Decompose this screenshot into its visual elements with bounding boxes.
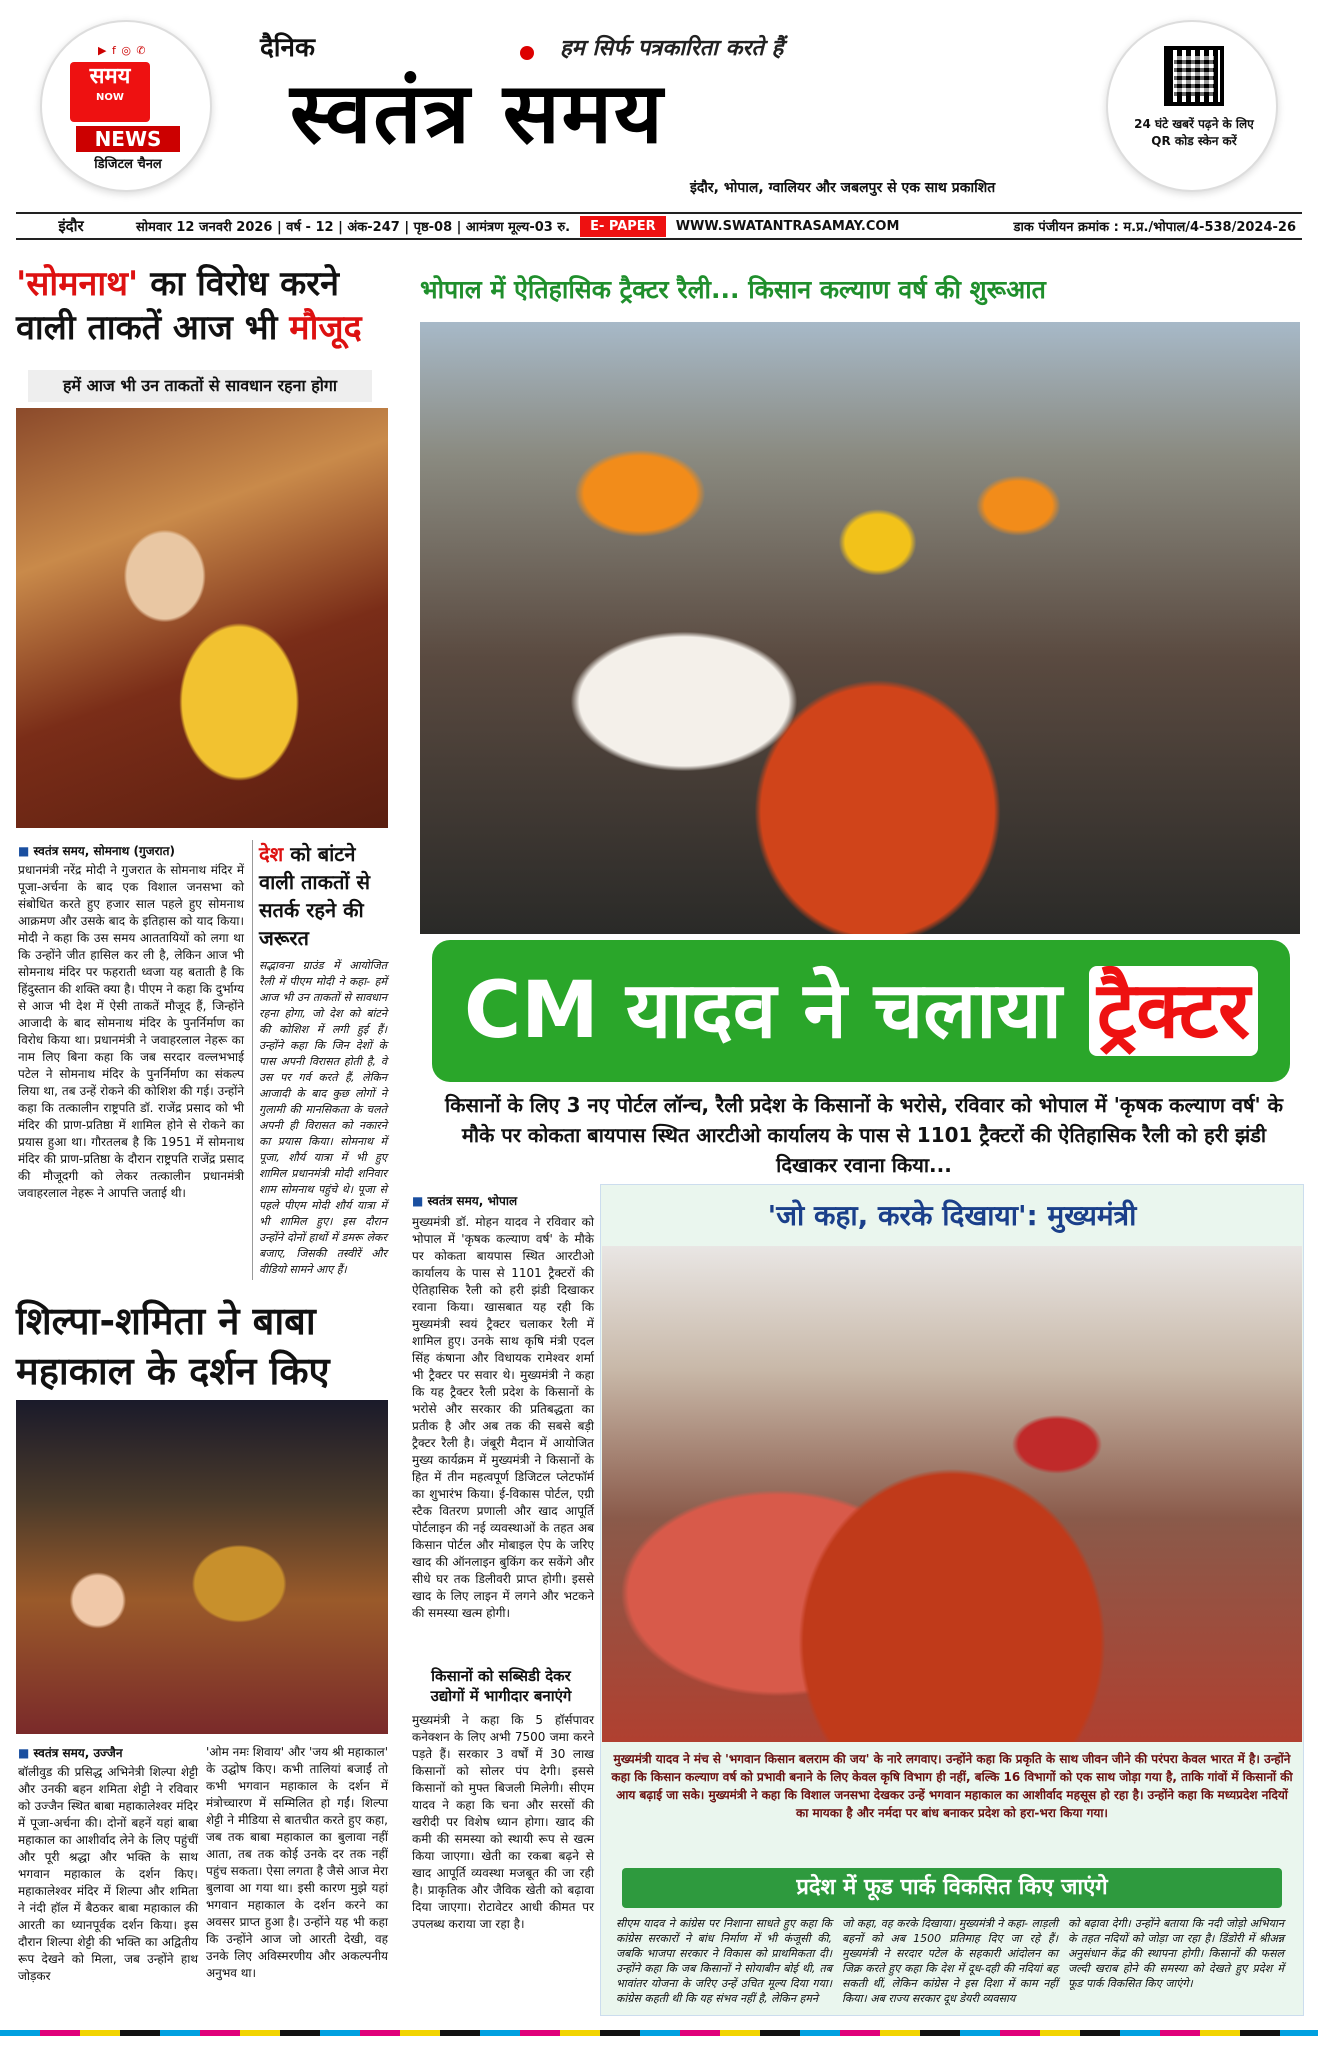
epaper-badge[interactable]: E- PAPER: [580, 216, 666, 237]
modi-somnath-photo[interactable]: [16, 408, 388, 828]
jo-kaha-headline[interactable]: 'जो कहा, करके दिखाया': मुख्यमंत्री: [767, 1199, 1137, 1232]
shilpa-byline: ■ स्वतंत्र समय, उज्जैन: [18, 1744, 123, 1761]
cm-banner-white: CM यादव ने चलाया: [463, 966, 1062, 1056]
food-park-col-2: जो कहा, वह करके दिखाया। मुख्यमंत्री ने कहा- लाड़ली बहनों को अब 1500 प्रतिमाह दिए जा रहे हैं। मुख्यमंत्री ने सरदार पटेल के सहकारी आंदोलन का जिक्र करते हुए कहा कि देश में दूध-दही की नदियां बह सकती थीं, लेकिन कांग्रेस ने इस दिशा में काम नहीं किया। अब राज्य सरकार दूध डेयरी व्यवसाय: [842, 1917, 1058, 2005]
somnath-body: प्रधानमंत्री नरेंद्र मोदी ने गुजरात के सोमनाथ मंदिर में पूजा-अर्चना के बाद एक विशाल जनसभा को संबोधित करते हुए हजार साल पहले हुए सोमनाथ आक्रमण और उसके बाद के इतिहास को याद किया। मोदी ने कहा कि उस समय आततायियों को लगा था कि उन्होंने जीत हासिल कर ली है, लेकिन आज भी सोमनाथ मंदिर पर फहराती ध्वजा यह बताती है कि हिंदुस्तान की शक्ति क्या है। पीएम ने कहा कि दुर्भाग्य से आज भी देश में ऐसी ताकतें मौजूद हैं, जिन्होंने आजादी के बाद सोमनाथ मंदिर के पुनर्निर्माण का विरोध किया था। प्रधानमंत्री ने जवाहरलाल नेहरू का नाम लिए बिना कहा कि जब सरदार वल्लभभाई पटेल ने सोमनाथ मंदिर के पुनर्निर्माण का संकल्प लिया था, तब उन्हें रोकने की कोशिश की गई। उन्होंने कहा कि तत्कालीन राष्ट्रपति डॉ. राजेंद्र प्रसाद को भी मंदिर की प्राण-प्रतिष्ठा में शामिल होने से रोकने का प्रयास हुआ था। गौरतलब है कि 1951 में सोमनाथ मंदिर की प्राण-प्रतिष्ठा के दौरान राष्ट्रपति राजेंद्र प्रसाद की मौजूदगी को लेकर तत्कालीन प्रधानमंत्री जवाहरलाल नेहरू ने आपत्ति जताई थी।: [18, 863, 244, 1200]
somnath-headline-quote: 'सोमनाथ': [16, 264, 139, 304]
newspaper-title: स्वतंत्र समय: [290, 63, 665, 162]
edition-city: इंदौर: [58, 217, 84, 235]
shilpa-mahakal-photo[interactable]: [16, 1400, 388, 1734]
editions-line: इंदौर, भोपाल, ग्वालियर और जबलपुर से एक साथ प्रकाशित: [690, 180, 996, 196]
rally-byline: ■ स्वतंत्र समय, भोपाल: [412, 1192, 517, 1209]
logo-now-text: NOW: [96, 92, 124, 103]
food-park-headline[interactable]: प्रदेश में फूड पार्क विकसित किए जाएंगे: [622, 1868, 1282, 1908]
cm-yadav-banner[interactable]: [432, 940, 1290, 1082]
subsidy-headline[interactable]: किसानों को सब्सिडी देकर उद्योगों में भागीदार बनाएंगे: [430, 1667, 572, 1705]
food-park-col-3: को बढ़ावा देगी। उन्होंने बताया कि नदी जोड़ो अभियान के तहत नदियों को जोड़ा जा रहा है। डिंडोरी में श्रीअन्न अनुसंधान केंद्र की स्थापना होगी। किसानों की फसल जल्दी खराब होने की समस्या को देखते हुए प्रदेश में फूड पार्क विकसित किए जाएंगे।: [1068, 1917, 1284, 1990]
social-icons: ▶ f ◎ ✆: [98, 44, 147, 57]
desh-body: सद्भावना ग्राउंड में आयोजित रैली में पीएम मोदी ने कहा- हमें आज भी उन ताकतों से सावधान रहना होगा, जो देश को बांटने की कोशिश में लगी हुई हैं। उन्होंने कहा कि जिन देशों के पास अपनी विरासत होती है, वे उस पर गर्व करते हैं, लेकिन आजादी के बाद कुछ लोगों ने गुलामी की मानसिकता के चलते अपनी ही विरासत को नकारने का प्रयास किया। सोमनाथ में पूजा, शौर्य यात्रा में भी हुए शामिल प्रधानमंत्री मोदी शनिवार शाम सोमनाथ पहुंचे थे। पूजा से पहले पीएम मोदी शौर्य यात्रा में भी शामिल हुए। इस दौरान उन्होंने दोनों हाथों में डमरू लेकर बजाए, जिसकी तस्वीरें और वीडियो सामने आए हैं।: [259, 959, 387, 1276]
issue-meta: सोमवार 12 जनवरी 2026 | वर्ष - 12 | अंक-247 | पृष्ठ-08 | आमंत्रण मूल्य-03 रु.: [136, 220, 571, 235]
slogan: हम सिर्फ पत्रकारिता करते हैं: [560, 36, 784, 61]
stage-photo-caption: मुख्यमंत्री यादव ने मंच से 'भगवान किसान बलराम की जय' के नारे लगवाए। उन्होंने कहा कि प्रकृति के साथ जीवन जीने की परंपरा केवल भारत में है। उन्होंने कहा कि किसान कल्याण वर्ष को प्रभावी बनाने के लिए केवल कृषि विभाग ही नहीं, बल्कि 16 विभागों को एक साथ जोड़ा गया है, ताकि गांवों में किसानों की आय बढ़ाई जा सके। मुख्यमंत्री ने कहा कि विशाल जनसभा देखकर उन्हें भगवान महाकाल का आशीर्वाद महसूस हो रहा है। उन्होंने कहा कि मध्यप्रदेश नदियों का मायका है और नर्मदा पर बांध बनाकर प्रदेश को हरा-भरा किया गया।: [611, 1752, 1293, 1820]
qr-caption: 24 घंटे खबरें पढ़ने के लिए QR कोड स्केन करें: [1134, 117, 1254, 148]
somnath-headline[interactable]: [16, 262, 388, 350]
print-registration-strip: [0, 2030, 1318, 2036]
desh-headline[interactable]: [259, 840, 388, 952]
somnath-byline: ■ स्वतंत्र समय, सोमनाथ (गुजरात): [18, 842, 175, 859]
samay-now-news-logo[interactable]: [40, 20, 212, 192]
somnath-headline-mid: का विरोध करने वाली ताकतें आज भी: [16, 264, 339, 348]
logo-samay-box: [70, 62, 150, 122]
somnath-headline-red: मौजूद: [289, 308, 362, 348]
shilpa-body-left: बॉलीवुड की प्रसिद्ध अभिनेत्री शिल्पा शेट्टी और उनकी बहन शमिता शेट्टी ने रविवार को उज्जैन स्थित बाबा महाकालेश्वर मंदिर में पूजा-अर्चना की। दोनों बहनें यहां बाबा महाकाल का आशीर्वाद लेने के लिए पहुंचीं और पूरी श्रद्धा और भक्ति के साथ भगवान महाकाल के दर्शन किए। महाकालेश्वर मंदिर में शिल्पा और शमिता ने नंदी हॉल में बैठकर बाबा महाकाल की आरती का ध्यानपूर्वक दर्शन किया। इस दौरान शिल्पा शेट्टी की भक्ति का अद्वितीय रूप देखने को मिला, जब उन्होंने हाथ जोड़कर: [18, 1765, 198, 1983]
postal-registration: डाक पंजीयन क्रमांक : म.प्र./भोपाल/4-538/2024-26: [1013, 220, 1296, 235]
shilpa-body-right: 'ओम नमः शिवाय' और 'जय श्री महाकाल' के उद्घोष किए। कभी तालियां बजाईं तो कभी भगवान महाकाल के दर्शन में मंत्रोच्चारण में सम्मिलित हो गईं। शिल्पा शेट्टी ने मीडिया से बातचीत करते हुए कहा, जब तक बाबा महाकाल का बुलावा नहीं आता, तब तक कोई उनके दर तक नहीं पहुंच सकता। ऐसा लगता है जैसे आज मेरा बुलावा आ गया था। इसी कारण मुझे यहां भगवान महाकाल के दर्शन करने का अवसर प्राप्त हुआ है। उन्होंने यह भी कहा कि उन्होंने आज जो आरती देखी, वह उनके लिए अविस्मरणीय और अकल्पनीय अनुभव था।: [206, 1745, 388, 1980]
subsidy-body: मुख्यमंत्री ने कहा कि 5 हॉर्सपावर कनेक्शन के लिए अभी 7500 जमा करने पड़ते हैं। सरकार 3 वर्षों में 30 लाख किसानों को सोलर पंप देगी। इससे किसानों को मुफ्त बिजली मिलेगी। सीएम यादव ने कहा कि चना और सरसों की खरीदी पर विशेष ध्यान होगा। खाद की कमी की समस्या को स्थायी रूप से खत्म किया जाएगा। खेती का रकबा बढ़ने से खाद आपूर्ति व्यवस्था मजबूत की जा रही है। प्राकृतिक और जैविक खेती को बढ़ावा दिया जाएगा। रोटावेटर आधी कीमत पर उपलब्ध कराया जा रहा है।: [412, 1713, 594, 1931]
desh-headline-rest: को बांटने वाली ताकतों से सतर्क रहने की जरूरत: [259, 842, 371, 950]
cm-stage-photo[interactable]: [602, 1246, 1302, 1742]
dainik-label: दैनिक: [260, 33, 315, 63]
masthead: [0, 0, 1318, 212]
date-info-strip: [16, 212, 1302, 240]
logo-news-text: NEWS: [76, 126, 180, 152]
food-park-col-1: सीएम यादव ने कांग्रेस पर निशाना साधते हुए कहा कि कांग्रेस सरकारों ने बांध निर्माण में भी कंजूसी की, जबकि भाजपा सरकार ने विकास को प्राथमिकता दी। उन्होंने कहा कि जब किसानों ने सोयाबीन बोई थी, तब भावांतर योजना के जरिए उन्हें उचित मूल्य दिया गया। कांग्रेस कहती थी कि यह संभव नहीं है, लेकिन हमने: [616, 1917, 832, 2005]
qr-code-icon[interactable]: [1164, 46, 1224, 106]
desh-sidebar: [252, 840, 388, 1280]
rally-lead: किसानों के लिए 3 नए पोर्टल लॉन्च, रैली प्रदेश के किसानों के भरोसे, रविवार को भोपाल में 'कृषक कल्याण वर्ष' के मौके पर कोकता बायपास स्थित आरटीओ कार्यालय के पास से 1101 ट्रैक्टरों की ऐतिहासिक रैली को हरी झंडी दिखाकर रवाना किया...: [445, 1093, 1283, 1177]
rally-body: मुख्यमंत्री डॉ. मोहन यादव ने रविवार को भोपाल में 'कृषक कल्याण वर्ष' के मौके पर कोकता बायपास स्थित आरटीओ कार्यालय के पास से 1101 ट्रैक्टरों की ऐतिहासिक रैली को हरी झंडी दिखाकर रवाना किया। खासबात यह रही कि मुख्यमंत्री स्वयं ट्रैक्टर चलाकर रैली में शामिल हुए। उनके साथ कृषि मंत्री एदल सिंह कंषाना और विधायक रामेश्वर शर्मा भी ट्रैक्टर पर सवार थे। मुख्यमंत्री ने कहा कि यह ट्रैक्टर रैली प्रदेश के किसानों के भरोसे और सरकार की प्रतिबद्धता का प्रतीक है और अब तक की सबसे बड़ी ट्रैक्टर रैली है। जंबूरी मैदान में आयोजित मुख्य कार्यक्रम में मुख्यमंत्री ने किसानों के हित में तीन महत्वपूर्ण डिजिटल प्लेटफॉर्म का शुभारंभ किया। ई-विकास पोर्टल, एग्री स्टैक वितरण प्रणाली और खाद आपूर्ति पोर्टलाइन की नई व्यवस्थाओं के तहत अब किसान पोर्टल और मोबाइल ऐप के जरिए खाद की ऑनलाइन बुकिंग कर सकेंगे और सीधे घर तक डिलीवरी प्राप्त होगी। इससे खाद के लिए लाइन में लगने और भटकने की समस्या खत्म होगी।: [412, 1215, 594, 1620]
logo-digital-channel: डिजिटल चैनल: [94, 157, 162, 172]
tractor-rally-photo[interactable]: [420, 322, 1300, 934]
desh-headline-red: देश: [259, 842, 284, 866]
somnath-subhead: हमें आज भी उन ताकतों से सावधान रहना होगा: [28, 370, 372, 402]
logo-samay-text: समय: [89, 64, 131, 89]
website-link[interactable]: WWW.SWATANTRASAMAY.COM: [675, 218, 900, 234]
shilpa-headline[interactable]: शिल्पा-शमिता ने बाबा महाकाल के दर्शन किए: [16, 1299, 330, 1393]
bhopal-rally-headline[interactable]: भोपाल में ऐतिहासिक ट्रैक्टर रैली... किसान कल्याण वर्ष की शुरूआत: [420, 275, 1046, 304]
qr-badge[interactable]: [1106, 20, 1278, 192]
cm-banner-red: ट्रैक्टर: [1089, 966, 1258, 1056]
